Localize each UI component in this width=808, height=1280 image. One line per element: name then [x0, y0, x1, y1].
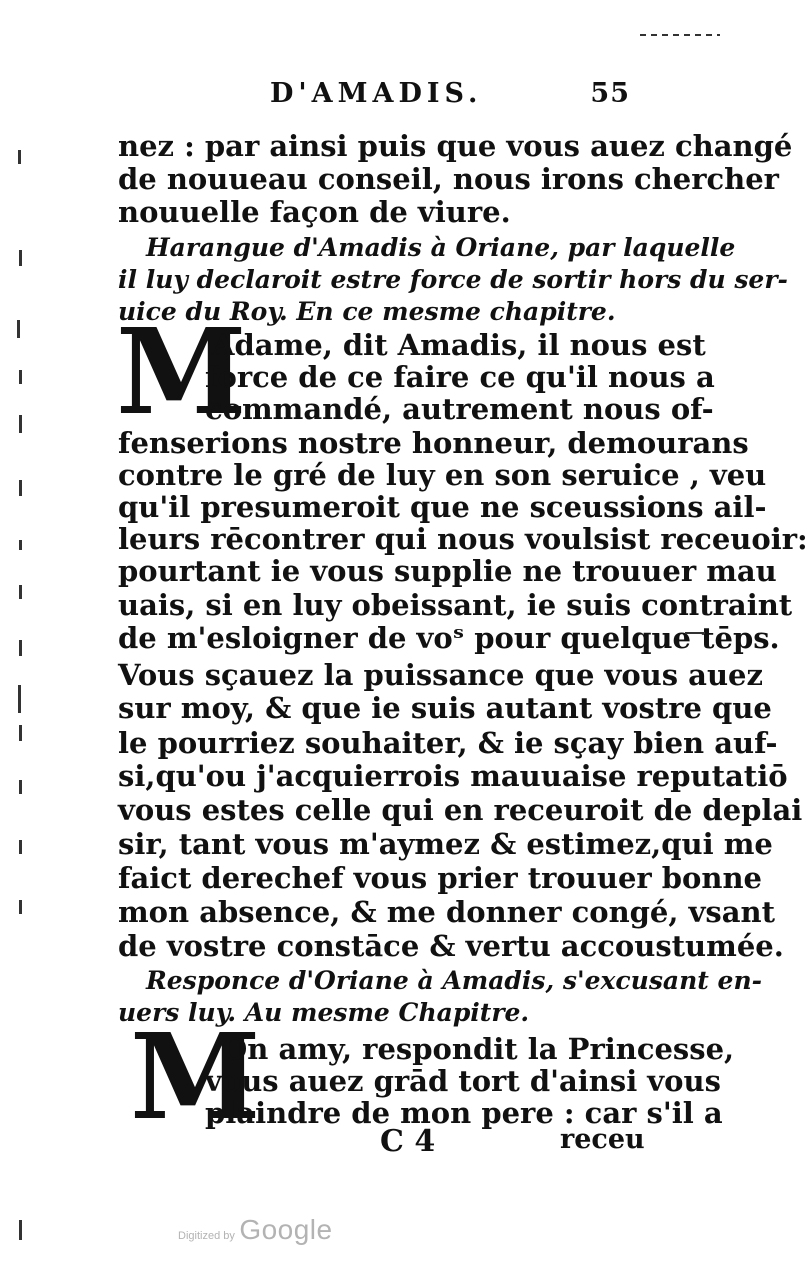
- text-line: fenserions nostre honneur, demourans: [118, 426, 749, 460]
- section-heading-line: uice du Roy. En ce mesme chapitre.: [118, 297, 616, 326]
- text-line: commandé, autrement nous of-: [205, 392, 714, 426]
- section-heading-line: uers luy. Au mesme Chapitre.: [118, 998, 530, 1027]
- section-heading-line: Harangue d'Amadis à Oriane, par laquelle: [146, 233, 736, 262]
- text-line: Adame, dit Amadis, il nous est: [212, 328, 706, 362]
- drop-cap: M: [130, 1007, 261, 1146]
- text-line: nouuelle façon de viure.: [118, 195, 511, 229]
- text-line: force de ce faire ce qu'il nous a: [205, 360, 715, 394]
- scan-edge-mark: [640, 28, 720, 42]
- text-line: sur moy, & que ie suis autant vostre que: [118, 691, 772, 725]
- text-line: le pourriez souhaiter, & ie sçay bien auf-: [118, 726, 778, 760]
- page-number: 55: [590, 78, 630, 109]
- text-line: leurs rēcontrer qui nous voulsist receuoir:: [118, 522, 808, 556]
- text-line: On amy, respondit la Princesse,: [222, 1032, 735, 1066]
- running-title: D'AMADIS.: [270, 78, 483, 109]
- text-line: de m'esloigner de voˢ pour quelque tēps.: [118, 621, 780, 655]
- catchword: receu: [560, 1124, 645, 1155]
- text-line: vous estes celle qui en receuroit de deplai: [118, 793, 803, 827]
- text-line: si,qu'ou j'acquierrois mauuaise reputatiō: [118, 759, 788, 793]
- text-line: plaindre de mon pere : car s'il a: [205, 1096, 723, 1130]
- section-heading-line: il luy declaroit estre force de sortir hors du ser-: [118, 265, 788, 294]
- text-line: qu'il presumeroit que ne sceussions ail-: [118, 490, 767, 524]
- text-line: nez : par ainsi puis que vous auez changé: [118, 129, 793, 163]
- section-heading-line: Responce d'Oriane à Amadis, s'excusant en-: [146, 966, 762, 995]
- drop-cap: M: [116, 302, 247, 441]
- text-line: mon absence, & me donner congé, vsant: [118, 895, 776, 929]
- google-logo: Google: [239, 1214, 333, 1245]
- text-line: faict derechef vous prier trouuer bonne: [118, 861, 763, 895]
- text-line: sir, tant vous m'aymez & estimez,qui me: [118, 827, 773, 861]
- credit-prefix: Digitized by: [178, 1230, 235, 1242]
- text-line: Vous sçauez la puissance que vous auez: [118, 658, 763, 692]
- text-line: vous auez grād tort d'ainsi vous: [205, 1064, 721, 1098]
- margin-bleed-dash: [685, 630, 705, 636]
- signature-mark: C 4: [380, 1124, 436, 1159]
- text-line: contre le gré de luy en son seruice , veu: [118, 458, 767, 492]
- text-line: de vostre constāce & vertu accoustumée.: [118, 929, 784, 963]
- text-line: de nouueau conseil, nous irons chercher: [118, 162, 779, 196]
- text-line: pourtant ie vous supplie ne trouuer mau: [118, 554, 777, 588]
- margin-bleed-marks: [8, 140, 38, 1240]
- text-line: uais, si en luy obeissant, ie suis contraint: [118, 588, 793, 622]
- digitized-credit: [178, 1214, 333, 1246]
